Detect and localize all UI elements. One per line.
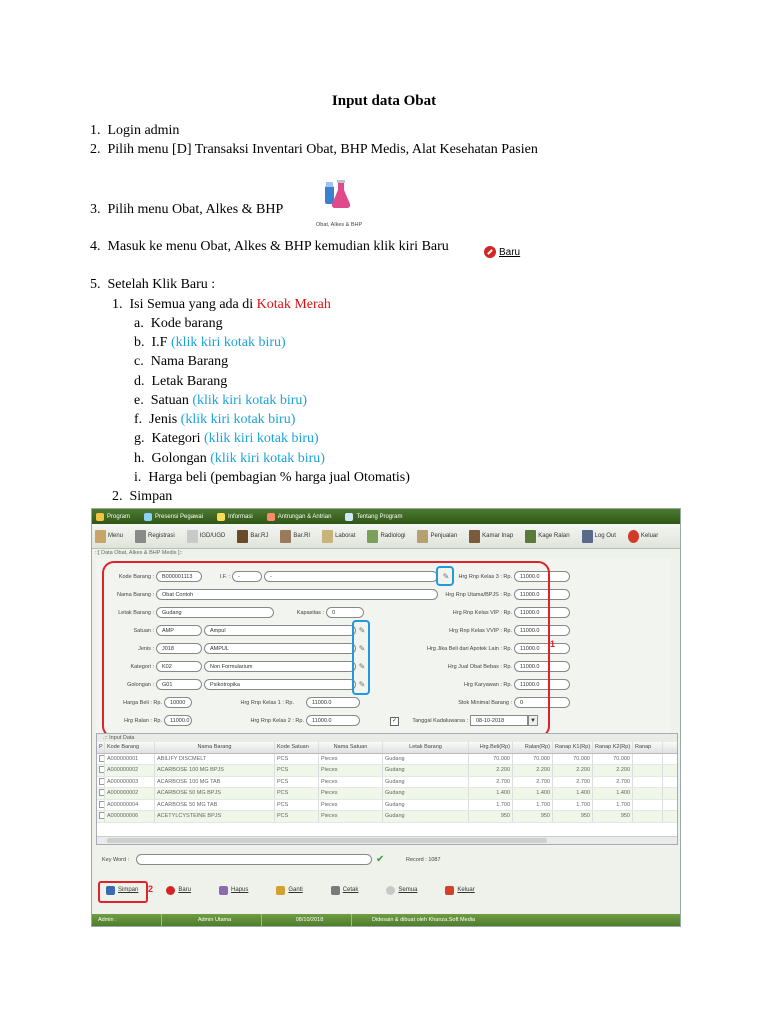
- table-row[interactable]: [97, 811, 677, 823]
- table-row[interactable]: [97, 788, 677, 800]
- horizontal-scrollbar[interactable]: [97, 836, 677, 844]
- toolbar-bar-ri[interactable]: Bar.RI: [277, 530, 310, 543]
- col-header[interactable]: P: [97, 742, 105, 753]
- table-cell: Pieces: [319, 765, 383, 776]
- table-row[interactable]: [97, 765, 677, 777]
- karyawan-label: Hrg Karyawan : Rp.: [464, 682, 512, 688]
- button-bar: [96, 879, 676, 901]
- table-cell: Gudang: [383, 788, 469, 799]
- status-user: Admin Utama: [162, 914, 262, 926]
- toolbar-penjualan[interactable]: Penjualan: [414, 530, 457, 543]
- col-header[interactable]: Ranap K2(Rp): [593, 742, 633, 753]
- lookup-buttons-box: [352, 620, 370, 695]
- grid-title: .:: Input Data: [97, 734, 677, 742]
- marker-2: 2: [148, 884, 154, 894]
- obat-bebas-label: Hrg Jual Obat Bebas : Rp.: [447, 664, 512, 670]
- table-cell: PCS: [275, 765, 319, 776]
- status-date: 08/10/2018: [262, 914, 352, 926]
- check-icon[interactable]: ✔: [376, 854, 385, 865]
- kelas2-field[interactable]: 11000.0: [306, 715, 360, 726]
- table-cell: [633, 788, 663, 799]
- step-5: 5. Setelah Klik Baru :: [90, 277, 216, 292]
- col-header[interactable]: Nama Barang: [155, 742, 275, 753]
- menu-presensi[interactable]: Presensi Pegawai: [140, 513, 203, 521]
- item-g: g. Kategori (klik kiri kotak biru): [134, 431, 319, 446]
- simpan-highlight-box: [98, 881, 148, 903]
- row-checkbox[interactable]: [97, 754, 105, 765]
- table-cell: A000000001: [105, 754, 155, 765]
- room-icon: [469, 530, 480, 543]
- table-cell: 2.700: [553, 777, 593, 788]
- step-4: 4. Masuk ke menu Obat, Alkes & BHP kemudian klik kiri Baru: [90, 239, 449, 254]
- item-e: e. Satuan (klik kiri kotak biru): [134, 393, 308, 408]
- hapus-button[interactable]: Hapus: [219, 886, 248, 895]
- row-checkbox[interactable]: [97, 811, 105, 822]
- table-cell: Gudang: [383, 800, 469, 811]
- exit-icon: [445, 886, 454, 895]
- table-row[interactable]: [97, 754, 677, 766]
- harga-beli-field[interactable]: 10000: [164, 697, 192, 708]
- table-cell: 2.200: [553, 765, 593, 776]
- hrg-ralan-label: Hrg Ralan : Rp.: [124, 718, 162, 724]
- table-row[interactable]: [97, 777, 677, 789]
- table-cell: [633, 811, 663, 822]
- icon-caption: Obat, Alkes & BHP: [316, 222, 363, 228]
- row-checkbox[interactable]: [97, 777, 105, 788]
- table-cell: ABILIFY DISCMELT: [155, 754, 275, 765]
- paperclip-icon[interactable]: ✎: [442, 572, 450, 581]
- if-lookup-box: [436, 566, 454, 586]
- item-f: f. Jenis (klik kiri kotak biru): [134, 412, 296, 427]
- kelas2-label: Hrg Rnp Kelas 2 : Rp.: [250, 718, 304, 724]
- table-cell: 70.000: [553, 754, 593, 765]
- row-checkbox[interactable]: [97, 788, 105, 799]
- delete-icon: [219, 886, 228, 895]
- kategori-label: Kategori :: [130, 664, 154, 670]
- table-cell: ACETYLCYSTEINE BPJS: [155, 811, 275, 822]
- item-b: b. I.F (klik kiri kotak biru): [134, 335, 286, 350]
- lab-icon: [322, 530, 333, 543]
- required-fields-box: [102, 561, 550, 738]
- kapasitas-label: Kapasitas :: [296, 610, 324, 616]
- table-cell: Gudang: [383, 765, 469, 776]
- table-cell: 70.000: [593, 754, 633, 765]
- search-bar: [96, 852, 676, 868]
- edit-icon: [276, 886, 285, 895]
- kelas1-label: Hrg Rnp Kelas 1 : Rp.: [240, 700, 294, 706]
- item-h: h. Golongan (klik kiri kotak biru): [134, 451, 325, 466]
- toolbar-igd[interactable]: IGD/UGD: [184, 530, 226, 543]
- toolbar-radiologi[interactable]: Radiologi: [364, 530, 405, 543]
- substep-2: 2. Simpan: [112, 489, 173, 504]
- table-cell: ACARBOSE 100 MG TAB: [155, 777, 275, 788]
- stok-minimal-label: Stok Minimal Barang :: [458, 700, 512, 706]
- page-title: Input data Obat: [331, 93, 437, 109]
- col-header[interactable]: Ranap K1(Rp): [553, 742, 593, 753]
- data-grid: [96, 733, 678, 845]
- satuan-code-field[interactable]: AMP: [156, 625, 202, 636]
- table-cell: 70.000: [513, 754, 553, 765]
- vvip-label: Hrg Rnp Kelas VVIP : Rp.: [449, 628, 512, 634]
- table-cell: ACARBOSE 50 MG TAB: [155, 800, 275, 811]
- bar-ri-icon: [280, 530, 291, 543]
- table-cell: 70.000: [469, 754, 513, 765]
- radiology-icon: [367, 530, 378, 543]
- semua-button[interactable]: Semua: [386, 886, 417, 895]
- table-cell: 1.700: [593, 800, 633, 811]
- ganti-button[interactable]: Ganti: [276, 886, 302, 895]
- stethoscope-icon: [187, 530, 198, 543]
- paperclip-icon[interactable]: ✎: [358, 644, 366, 653]
- table-cell: 1.700: [469, 800, 513, 811]
- table-cell: Pieces: [319, 800, 383, 811]
- item-i: i. Harga beli (pembagian % harga jual Otomatis): [134, 470, 410, 485]
- step-1: 1. Login admin: [90, 123, 180, 138]
- table-cell: A000000004: [105, 800, 155, 811]
- if-code-field[interactable]: -: [232, 571, 262, 582]
- item-a: a. Kode barang: [134, 316, 223, 331]
- info-icon: [217, 513, 225, 521]
- table-cell: A000000002: [105, 765, 155, 776]
- table-cell: [633, 800, 663, 811]
- toolbar-kage-ralan[interactable]: Kage Ralan: [522, 530, 569, 543]
- table-cell: 2.700: [469, 777, 513, 788]
- toolbar-laborat[interactable]: Laborat: [319, 530, 355, 543]
- table-row[interactable]: [97, 800, 677, 812]
- table-cell: Pieces: [319, 788, 383, 799]
- table-cell: Gudang: [383, 754, 469, 765]
- kategori-code-field[interactable]: K02: [156, 661, 202, 672]
- queue-icon: [267, 513, 275, 521]
- menu-antrian[interactable]: Antrungan & Antrian: [263, 513, 332, 521]
- substep-1: 1. Isi Semua yang ada di Kotak Merah: [112, 297, 331, 312]
- grid-body: [97, 754, 677, 823]
- vvip-field[interactable]: 11000.0: [514, 625, 570, 636]
- harga-beli-label: Harga Beli : Rp.: [123, 700, 162, 706]
- menu-icon: [95, 530, 106, 543]
- marker-1: 1: [550, 639, 556, 649]
- table-cell: 2.200: [513, 765, 553, 776]
- table-cell: ACARBOSE 50 MG BPJS: [155, 788, 275, 799]
- kode-barang-label: Kode Barang :: [118, 574, 154, 580]
- table-cell: 1.400: [469, 788, 513, 799]
- step-2: 2. Pilih menu [D] Transaksi Inventari Obat, BHP Medis, Alat Kesehatan Pasien: [90, 142, 538, 157]
- kelas3-field[interactable]: 11000.0: [514, 571, 570, 582]
- table-cell: 1.400: [553, 788, 593, 799]
- step-3: 3. Pilih menu Obat, Alkes & BHP: [90, 202, 284, 217]
- golongan-code-field[interactable]: G01: [156, 679, 202, 690]
- toolbar-logout[interactable]: Log Out: [579, 530, 616, 543]
- bar-rj-icon: [237, 530, 248, 543]
- table-cell: 1.400: [593, 788, 633, 799]
- table-cell: PCS: [275, 788, 319, 799]
- table-cell: 2.700: [593, 777, 633, 788]
- date-dropdown-icon[interactable]: ▼: [528, 715, 538, 726]
- utama-field[interactable]: 11000.0: [514, 589, 570, 600]
- col-header[interactable]: Letak Barang: [383, 742, 469, 753]
- toolbar-registrasi[interactable]: Registrasi: [132, 530, 175, 543]
- paperclip-icon[interactable]: ✎: [358, 626, 366, 635]
- kelas1-field[interactable]: 11000.0: [306, 697, 360, 708]
- toolbar-menu[interactable]: Menu: [92, 530, 123, 543]
- table-cell: 950: [593, 811, 633, 822]
- nama-barang-label: Nama Barang :: [117, 592, 154, 598]
- baru-icon: [484, 246, 496, 258]
- toolbar-bar-rj[interactable]: Bar.RJ: [234, 530, 268, 543]
- toolbar-keluar[interactable]: Keluar: [625, 530, 658, 543]
- table-cell: ACARBOSE 100 MG BPJS: [155, 765, 275, 776]
- new-icon: [166, 886, 175, 895]
- item-d: d. Letak Barang: [134, 374, 228, 389]
- tanggal-label: Tanggal Kadaluwarsa :: [412, 718, 468, 724]
- golongan-name-field[interactable]: Psikotropika: [204, 679, 356, 690]
- utama-label: Hrg Rnp Utama/BPJS : Rp.: [445, 592, 512, 598]
- keluar-button[interactable]: Keluar: [445, 886, 474, 895]
- status-bar: [92, 914, 680, 926]
- person-icon: [144, 513, 152, 521]
- table-cell: 1.400: [513, 788, 553, 799]
- nama-barang-field[interactable]: Obat Contoh: [156, 589, 438, 600]
- tanggal-field[interactable]: 08-10-2018: [470, 715, 528, 726]
- status-user-label: Admin :: [92, 914, 162, 926]
- table-cell: Gudang: [383, 811, 469, 822]
- table-cell: [633, 754, 663, 765]
- table-cell: [633, 765, 663, 776]
- table-cell: A000000006: [105, 811, 155, 822]
- menu-tentang[interactable]: Tentang Program: [341, 513, 402, 521]
- table-cell: A000000003: [105, 777, 155, 788]
- exit-icon: [628, 530, 639, 543]
- registration-icon: [135, 530, 146, 543]
- kategori-name-field[interactable]: Non Formularium: [204, 661, 356, 672]
- record-count: Record : 1087: [406, 857, 441, 863]
- table-cell: 950: [513, 811, 553, 822]
- app-screenshot: [91, 508, 681, 927]
- table-cell: Pieces: [319, 811, 383, 822]
- logout-icon: [582, 530, 593, 543]
- col-header[interactable]: Ranap: [633, 742, 663, 753]
- letak-barang-field[interactable]: Gudang: [156, 607, 274, 618]
- table-cell: 2.200: [469, 765, 513, 776]
- outpatient-icon: [525, 530, 536, 543]
- toolbar-kamar-inap[interactable]: Kamar Inap: [466, 530, 513, 543]
- table-cell: 950: [553, 811, 593, 822]
- kode-barang-field[interactable]: B000001113: [156, 571, 202, 582]
- table-cell: A000000002: [105, 788, 155, 799]
- menu-program[interactable]: Program: [92, 513, 130, 521]
- row-checkbox[interactable]: [97, 800, 105, 811]
- vip-field[interactable]: 11000.0: [514, 607, 570, 618]
- menu-informasi[interactable]: Informasi: [213, 513, 253, 521]
- jenis-code-field[interactable]: J018: [156, 643, 202, 654]
- table-cell: 1.700: [553, 800, 593, 811]
- karyawan-field[interactable]: 11000.0: [514, 679, 570, 690]
- satuan-name-field[interactable]: Ampul: [204, 625, 356, 636]
- search-icon: [386, 886, 395, 895]
- col-header[interactable]: Kode Barang: [105, 742, 155, 753]
- status-credit: Didesain & dibuat oleh Khanza.Soft Media: [372, 917, 476, 923]
- stok-minimal-field[interactable]: 0: [514, 697, 570, 708]
- hrg-ralan-field[interactable]: 11000.0: [164, 715, 192, 726]
- golongan-label: Golongan :: [127, 682, 154, 688]
- menu-bar: [92, 509, 680, 524]
- keyword-label: Key Word :: [102, 857, 130, 863]
- grid-header: [97, 742, 677, 754]
- table-cell: PCS: [275, 777, 319, 788]
- paperclip-icon[interactable]: ✎: [358, 662, 366, 671]
- tanggal-checkbox[interactable]: ✓: [391, 718, 398, 724]
- print-icon: [331, 886, 340, 895]
- table-cell: Gudang: [383, 777, 469, 788]
- table-cell: PCS: [275, 800, 319, 811]
- simpan-button[interactable]: Simpan: [106, 886, 138, 895]
- toolbar: [92, 524, 680, 549]
- form-subheader: ::[ Data Obat, Alkes & BHP Medis ]::: [95, 550, 183, 556]
- key-icon: [96, 513, 104, 521]
- letak-barang-label: Letak Barang :: [118, 610, 154, 616]
- kapasitas-field[interactable]: 0: [326, 607, 364, 618]
- if-name-field[interactable]: -: [264, 571, 438, 582]
- sales-icon: [417, 530, 428, 543]
- table-cell: 2.200: [593, 765, 633, 776]
- apotek-lain-field[interactable]: 11000.0: [514, 643, 570, 654]
- jenis-name-field[interactable]: AMPUL: [204, 643, 356, 654]
- table-cell: PCS: [275, 811, 319, 822]
- col-header[interactable]: Kode Satuan: [275, 742, 319, 753]
- apotek-lain-label: Hrg Jika Beli dari Apotek Lain : Rp.: [427, 646, 512, 652]
- table-cell: 2.700: [513, 777, 553, 788]
- obat-alkes-bhp-icon: [316, 178, 366, 232]
- about-icon: [345, 513, 353, 521]
- col-header[interactable]: Nama Satuan: [319, 742, 383, 753]
- keyword-input[interactable]: [136, 854, 372, 865]
- table-cell: 950: [469, 811, 513, 822]
- table-cell: Pieces: [319, 754, 383, 765]
- jenis-label: Jenis :: [138, 646, 154, 652]
- row-checkbox[interactable]: [97, 765, 105, 776]
- cetak-button[interactable]: Cetak: [331, 886, 359, 895]
- table-cell: PCS: [275, 754, 319, 765]
- paperclip-icon[interactable]: ✎: [358, 680, 366, 689]
- obat-bebas-field[interactable]: 11000.0: [514, 661, 570, 672]
- kelas3-label: Hrg Rnp Kelas 3 : Rp.: [458, 574, 512, 580]
- table-cell: 1.700: [513, 800, 553, 811]
- col-header[interactable]: Hrg.Beli(Rp): [469, 742, 513, 753]
- col-header[interactable]: Ralan(Rp): [513, 742, 553, 753]
- if-label: I.F. :: [219, 574, 230, 580]
- table-cell: [633, 777, 663, 788]
- baru-button-sample: Baru: [484, 242, 538, 262]
- satuan-label: Satuan :: [133, 628, 154, 634]
- vip-label: Hrg Rnp Kelas VIP : Rp.: [452, 610, 512, 616]
- table-cell: Pieces: [319, 777, 383, 788]
- item-c: c. Nama Barang: [134, 354, 229, 369]
- baru-button[interactable]: Baru: [166, 886, 191, 895]
